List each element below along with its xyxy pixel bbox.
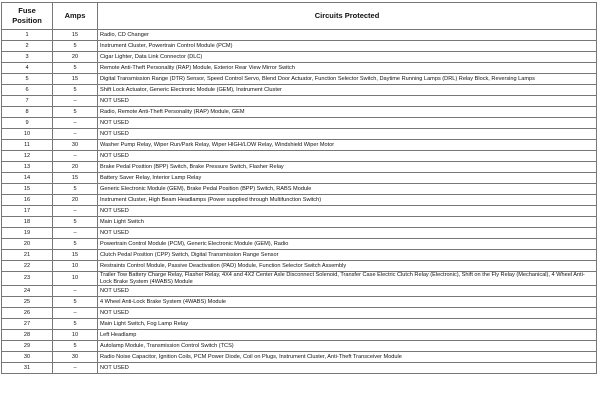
circuits-cell: NOT USED <box>98 118 597 129</box>
circuits-cell: NOT USED <box>98 129 597 140</box>
circuits-cell: Radio Noise Capacitor, Ignition Coils, PCM Power Diode, Coil on Plugs, Instrument Cluster, Anti-Theft Transceiver Module <box>98 352 597 363</box>
circuits-cell: NOT USED <box>98 151 597 162</box>
fuse-position-cell: 18 <box>2 217 53 228</box>
fuse-position-cell: 24 <box>2 286 53 297</box>
circuits-cell: Powertrain Control Module (PCM), Generic Electronic Module (GEM), Radio <box>98 239 597 250</box>
fuse-position-cell: 19 <box>2 228 53 239</box>
table-row <box>2 140 597 151</box>
table-row <box>2 107 597 118</box>
table-row <box>2 352 597 363</box>
fuse-position-cell: 13 <box>2 162 53 173</box>
fuse-position-cell: 5 <box>2 74 53 85</box>
table-row <box>2 250 597 261</box>
amps-cell: – <box>53 151 98 162</box>
amps-cell: 30 <box>53 140 98 151</box>
amps-cell: 30 <box>53 352 98 363</box>
amps-cell: 5 <box>53 239 98 250</box>
fuse-position-cell: 3 <box>2 52 53 63</box>
amps-cell: – <box>53 228 98 239</box>
circuits-cell: Radio, CD Changer <box>98 30 597 41</box>
fuse-position-cell: 27 <box>2 319 53 330</box>
circuits-cell: Brake Pedal Position (BPP) Switch, Brake Pressure Switch, Flasher Relay <box>98 162 597 173</box>
circuits-cell: Remote Anti-Theft Personality (RAP) Module, Exterior Rear View Mirror Switch <box>98 63 597 74</box>
fuse-position-cell: 4 <box>2 63 53 74</box>
circuits-cell: Battery Saver Relay, Interior Lamp Relay <box>98 173 597 184</box>
table-row <box>2 151 597 162</box>
amps-cell: 5 <box>53 184 98 195</box>
amps-cell: – <box>53 129 98 140</box>
amps-cell: 15 <box>53 250 98 261</box>
table-row <box>2 319 597 330</box>
circuits-cell: Restraints Control Module, Passive Deactivation (PAD) Module, Function Selector Switch Assembly <box>98 261 597 272</box>
circuits-cell: Cigar Lighter, Data Link Connector (DLC) <box>98 52 597 63</box>
table-row <box>2 330 597 341</box>
fuse-position-cell: 28 <box>2 330 53 341</box>
table-row <box>2 30 597 41</box>
table-row <box>2 162 597 173</box>
circuits-cell: Autolamp Module, Transmission Control Switch (TCS) <box>98 341 597 352</box>
fuse-position-cell: 23 <box>2 272 53 286</box>
table-row <box>2 52 597 63</box>
circuits-cell: NOT USED <box>98 308 597 319</box>
circuits-cell: NOT USED <box>98 96 597 107</box>
table-row <box>2 195 597 206</box>
circuits-cell: Shift Lock Actuator, Generic Electronic Module (GEM), Instrument Cluster <box>98 85 597 96</box>
fuse-position-cell: 29 <box>2 341 53 352</box>
fuse-position-cell: 20 <box>2 239 53 250</box>
amps-cell: – <box>53 206 98 217</box>
circuits-cell: Instrument Cluster, Powertrain Control Module (PCM) <box>98 41 597 52</box>
amps-cell: 15 <box>53 30 98 41</box>
table-row <box>2 129 597 140</box>
circuits-cell: NOT USED <box>98 286 597 297</box>
table-row <box>2 286 597 297</box>
table-header <box>2 3 597 30</box>
fuse-position-cell: 16 <box>2 195 53 206</box>
amps-cell: – <box>53 286 98 297</box>
circuits-cell: Trailer Tow Battery Charge Relay, Flasher Relay, 4X4 and 4X2 Center Axle Disconnect Solenoid, Transfer Case Electric Clutch Relay (Electronic), Shift on the Fly Relay (Mechanical), 4 Wheel Anti-Lock Brake System (4WABS) Module <box>98 272 597 286</box>
fuse-position-cell: 30 <box>2 352 53 363</box>
fuse-position-cell: 10 <box>2 129 53 140</box>
header-row <box>2 3 597 30</box>
fuse-position-cell: 15 <box>2 184 53 195</box>
circuits-cell: Instrument Cluster, High Beam Headlamps (Power supplied through Multifunction Switch) <box>98 195 597 206</box>
table-row <box>2 363 597 374</box>
circuits-cell: NOT USED <box>98 363 597 374</box>
amps-cell: 5 <box>53 41 98 52</box>
amps-cell: 15 <box>53 74 98 85</box>
table-row <box>2 96 597 107</box>
amps-cell: 20 <box>53 162 98 173</box>
circuits-cell: NOT USED <box>98 228 597 239</box>
amps-cell: 15 <box>53 173 98 184</box>
fuse-position-cell: 2 <box>2 41 53 52</box>
table-row <box>2 41 597 52</box>
amps-cell: – <box>53 96 98 107</box>
fuse-position-cell: 25 <box>2 297 53 308</box>
fuse-position-cell: 11 <box>2 140 53 151</box>
circuits-header: Circuits Protected <box>98 3 597 30</box>
circuits-cell: Radio, Remote Anti-Theft Personality (RAP) Module, GEM <box>98 107 597 118</box>
amps-cell: 5 <box>53 85 98 96</box>
amps-cell: 20 <box>53 195 98 206</box>
fuse-position-cell: 1 <box>2 30 53 41</box>
circuits-cell: Digital Transmission Range (DTR) Sensor, Speed Control Servo, Blend Door Actuator, Function Selector Switch, Daytime Running Lamps (DRL) Relay Block, Reversing Lamps <box>98 74 597 85</box>
amps-cell: 5 <box>53 297 98 308</box>
fuse-table <box>1 2 597 374</box>
table-row <box>2 206 597 217</box>
circuits-cell: Main Light Switch <box>98 217 597 228</box>
amps-cell: – <box>53 363 98 374</box>
fuse-position-cell: 6 <box>2 85 53 96</box>
table-row <box>2 297 597 308</box>
amps-cell: 5 <box>53 341 98 352</box>
amps-cell: 5 <box>53 319 98 330</box>
table-row <box>2 118 597 129</box>
fuse-position-cell: 14 <box>2 173 53 184</box>
table-row <box>2 239 597 250</box>
fuse-position-cell: 31 <box>2 363 53 374</box>
fuse-position-cell: 8 <box>2 107 53 118</box>
amps-cell: 10 <box>53 272 98 286</box>
table-row <box>2 217 597 228</box>
table-row <box>2 272 597 286</box>
fuse-position-cell: 12 <box>2 151 53 162</box>
table-row <box>2 308 597 319</box>
amps-header: Amps <box>53 3 98 30</box>
table-row <box>2 184 597 195</box>
amps-cell: 5 <box>53 217 98 228</box>
fuse-position-cell: 21 <box>2 250 53 261</box>
table-row <box>2 228 597 239</box>
circuits-cell: 4 Wheel Anti-Lock Brake System (4WABS) Module <box>98 297 597 308</box>
fuse-position-cell: 7 <box>2 96 53 107</box>
table-row <box>2 85 597 96</box>
table-row <box>2 341 597 352</box>
fuse-position-cell: 9 <box>2 118 53 129</box>
fuse-position-cell: 26 <box>2 308 53 319</box>
table-row <box>2 173 597 184</box>
table-row <box>2 261 597 272</box>
amps-cell: 20 <box>53 52 98 63</box>
circuits-cell: Main Light Switch, Fog Lamp Relay <box>98 319 597 330</box>
amps-cell: 5 <box>53 63 98 74</box>
circuits-cell: NOT USED <box>98 206 597 217</box>
fuse-position-cell: 22 <box>2 261 53 272</box>
circuits-cell: Left Headlamp <box>98 330 597 341</box>
amps-cell: 10 <box>53 261 98 272</box>
amps-cell: – <box>53 308 98 319</box>
fuse-position-cell: 17 <box>2 206 53 217</box>
circuits-cell: Generic Electronic Module (GEM), Brake Pedal Position (BPP) Switch, RABS Module <box>98 184 597 195</box>
amps-cell: – <box>53 118 98 129</box>
table-row <box>2 74 597 85</box>
amps-cell: 5 <box>53 107 98 118</box>
table-row <box>2 63 597 74</box>
circuits-cell: Washer Pump Relay, Wiper Run/Park Relay, Wiper HIGH/LOW Relay, Windshield Wiper Motor <box>98 140 597 151</box>
table-body <box>2 30 597 374</box>
amps-cell: 10 <box>53 330 98 341</box>
circuits-cell: Clutch Pedal Position (CPP) Switch, Digital Transmission Range Sensor <box>98 250 597 261</box>
fuse-position-header: Fuse Position <box>2 3 53 30</box>
